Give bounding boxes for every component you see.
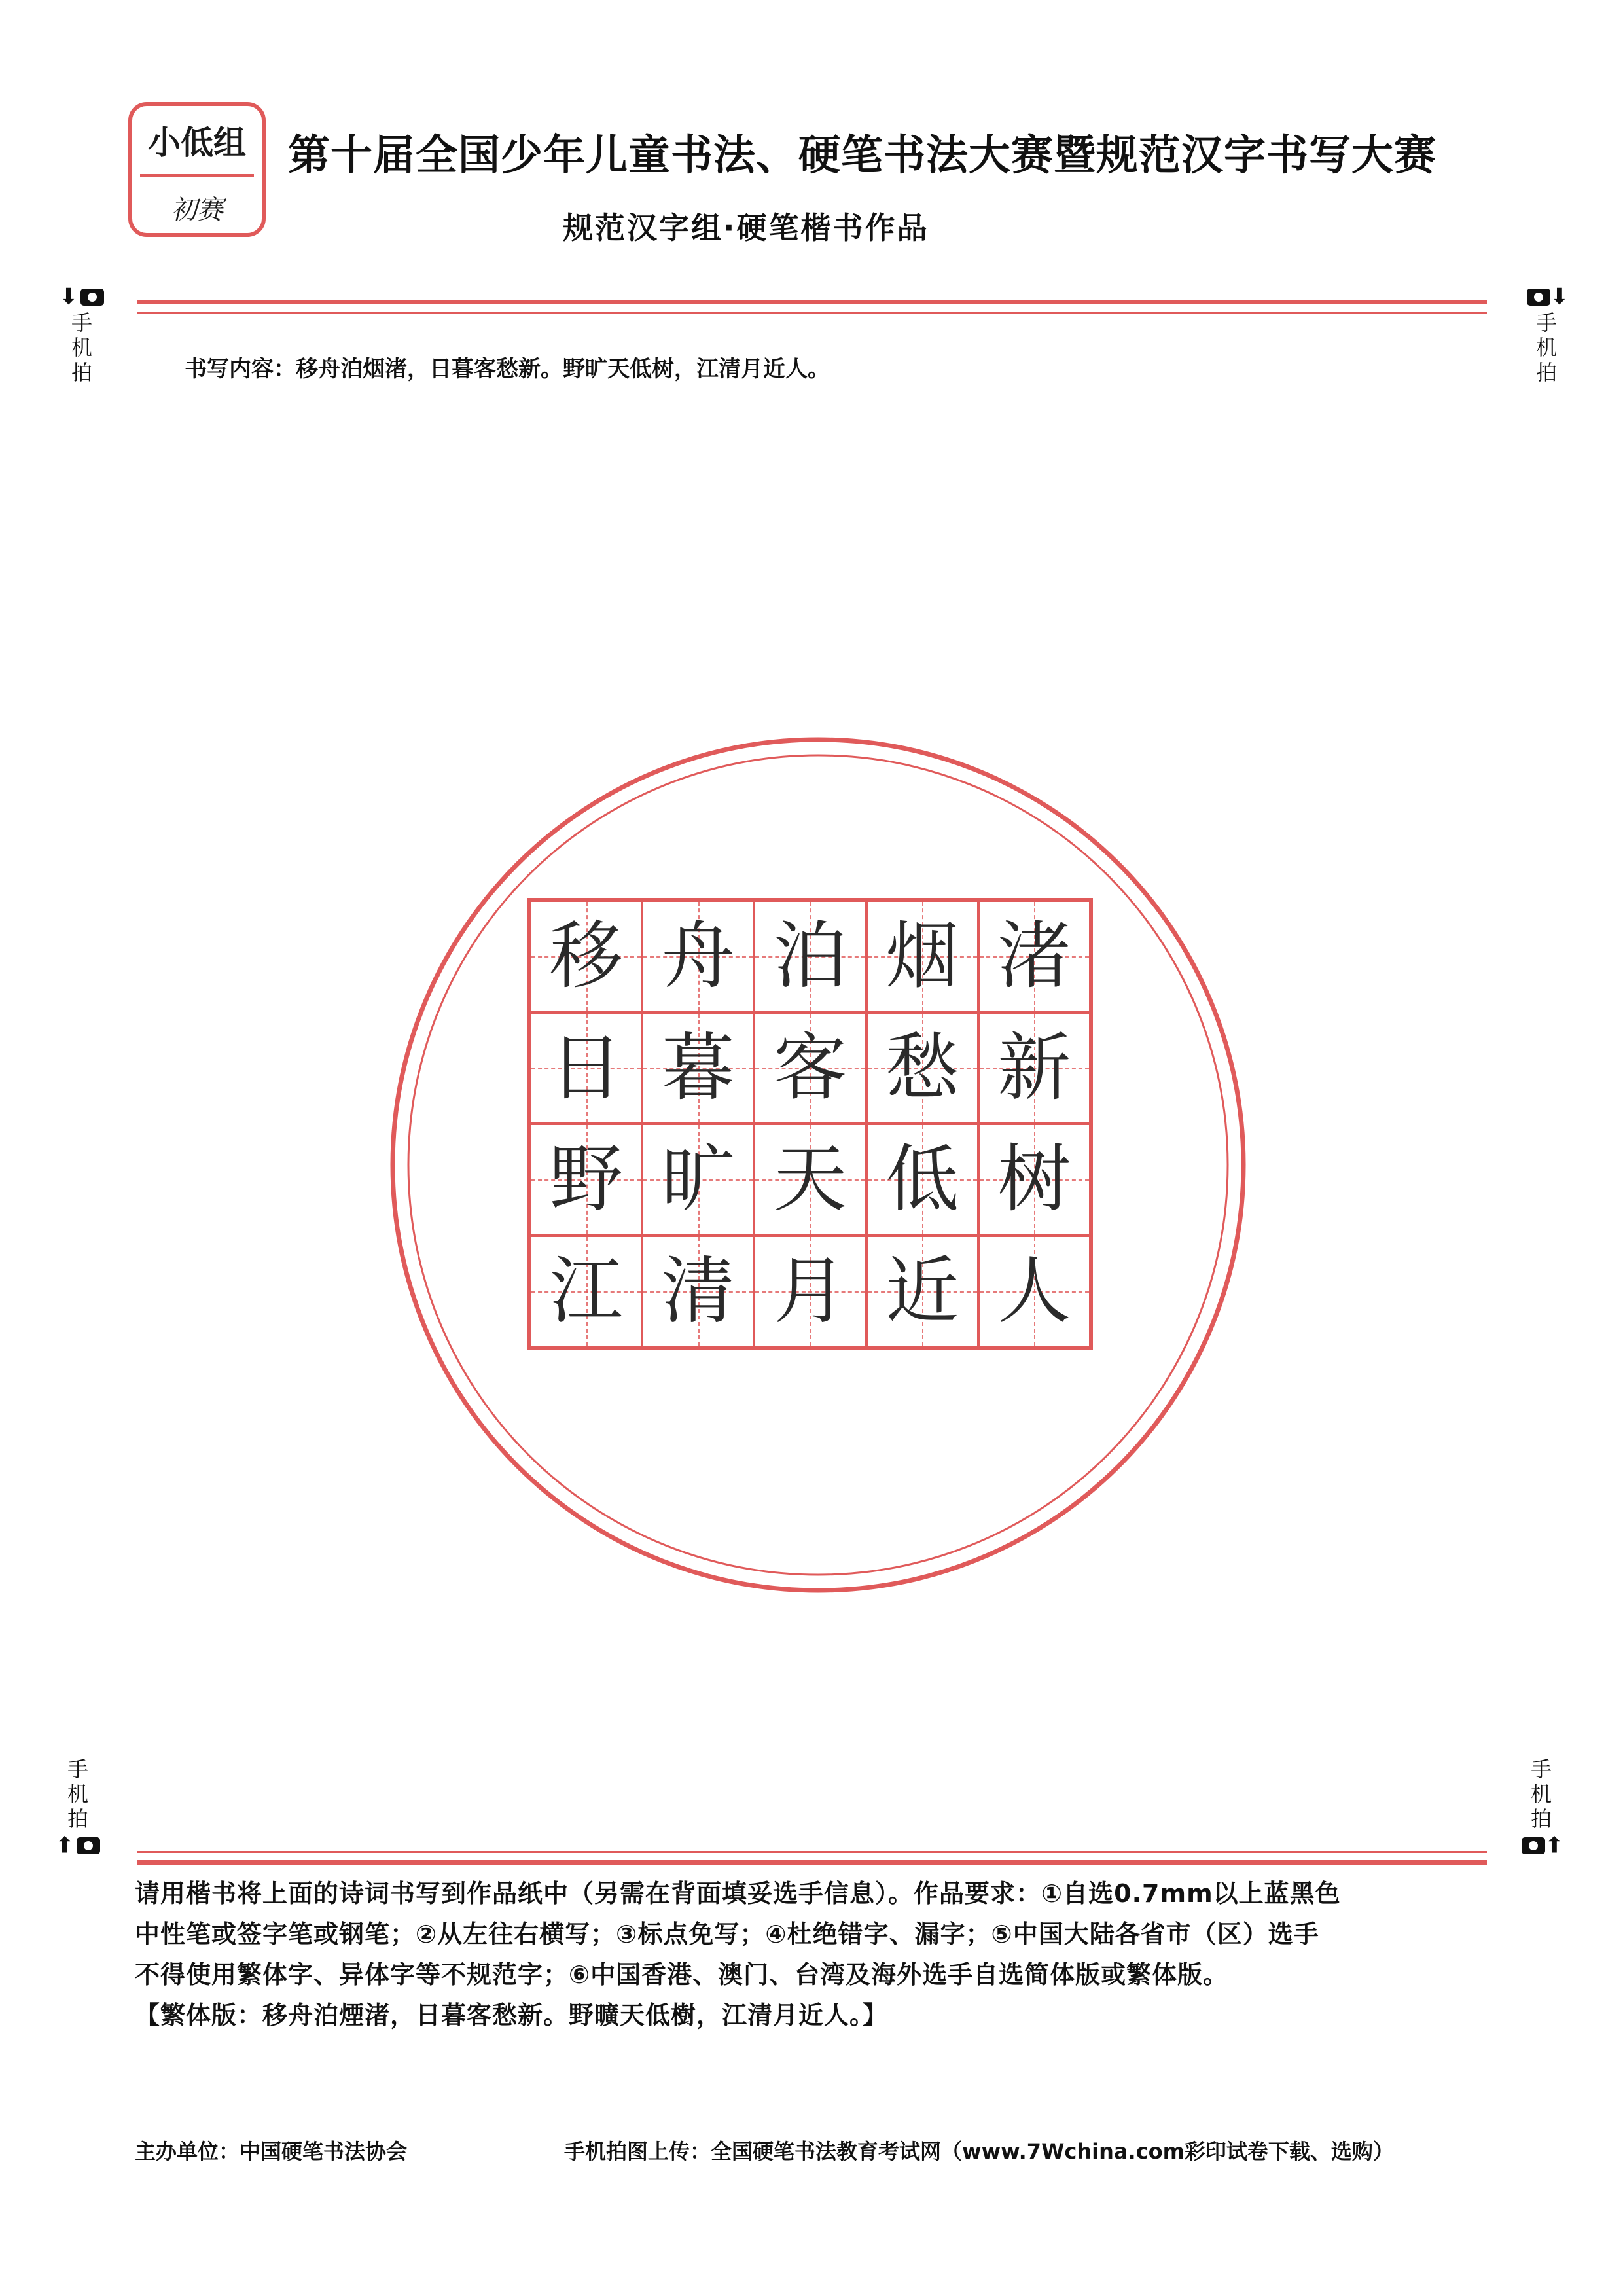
upload-text: 手机拍图上传：全国硬笔书法教育考试网（www.7Wchina.com彩印试卷下载、选购） (564, 2139, 1394, 2164)
grid-cell (754, 901, 866, 1013)
phone-marker-char: 手 (1530, 1757, 1552, 1782)
top-rule-thin (137, 312, 1487, 314)
grid-char: 烟 (885, 914, 959, 999)
grid-char: 近 (885, 1248, 959, 1334)
content-label: 书写内容： (185, 356, 296, 382)
page-subtitle: 规范汉字组·硬笔楷书作品 (563, 210, 929, 245)
grid-cell (530, 901, 642, 1013)
top-rule-thick (137, 300, 1487, 304)
camera-icon (80, 289, 104, 306)
camera-icon (77, 1837, 100, 1854)
grid-cell (642, 901, 754, 1013)
grid-char: 舟 (661, 914, 735, 999)
requirements-block (135, 1873, 1496, 2036)
grid-char: 低 (885, 1137, 959, 1223)
phone-marker-char: 手 (1535, 310, 1557, 335)
grid-cell (530, 1124, 642, 1236)
phone-marker-char: 拍 (1530, 1806, 1552, 1831)
page-title: 第十届全国少年儿童书法、硬笔书法大赛暨规范汉字书写大赛 (288, 131, 1436, 180)
grid-char: 客 (773, 1025, 847, 1111)
badge-divider (140, 174, 254, 177)
arrow-up-icon: ⬆ (55, 1832, 75, 1859)
phone-marker-char: 机 (1530, 1782, 1552, 1806)
arrow-up-icon: ⬆ (1544, 1832, 1564, 1859)
grid-cell (866, 901, 978, 1013)
phone-marker-char: 手 (71, 310, 92, 335)
traditional-version-line: 【繁体版：移舟泊煙渚，日暮客愁新。野曠天低樹，江清月近人。】 (135, 2001, 889, 2030)
grid-char: 渚 (997, 914, 1071, 999)
bottom-rule-thin (137, 1851, 1487, 1853)
grid-char: 日 (549, 1025, 623, 1111)
grid-char: 人 (997, 1248, 1071, 1334)
grid-char: 移 (549, 914, 623, 999)
phone-marker-top-right (1517, 283, 1576, 385)
grid-char: 愁 (885, 1025, 959, 1111)
phone-marker-char: 拍 (67, 1806, 88, 1831)
grid-cell (754, 1236, 866, 1348)
grid-cell (866, 1124, 978, 1236)
writing-grid (527, 898, 1093, 1350)
grid-char: 泊 (773, 914, 847, 999)
phone-marker-bottom-left (48, 1757, 107, 1859)
grid-cell (866, 1013, 978, 1124)
organizer-text: 主办单位：中国硬笔书法协会 (135, 2139, 408, 2164)
grid-cell (978, 1236, 1090, 1348)
requirements-line: 不得使用繁体字、异体字等不规范字；⑥中国香港、澳门、台湾及海外选手自选简体版或繁体版。 (135, 1960, 1229, 1989)
grid-cell (642, 1236, 754, 1348)
phone-marker-char: 拍 (71, 359, 92, 385)
grid-char: 天 (773, 1137, 847, 1223)
grid-cell (754, 1124, 866, 1236)
phone-marker-char: 机 (1535, 334, 1557, 360)
grid-char: 树 (997, 1137, 1071, 1223)
camera-icon (1527, 289, 1550, 306)
arrow-down-icon: ⬇ (59, 283, 79, 310)
phone-marker-char: 机 (67, 1782, 88, 1806)
grid-cell (642, 1124, 754, 1236)
phone-marker-char: 手 (67, 1757, 88, 1782)
grid-cell (978, 901, 1090, 1013)
grid-cell (530, 1013, 642, 1124)
grid-char: 野 (549, 1137, 623, 1223)
grid-char: 新 (997, 1025, 1071, 1111)
grid-cell (978, 1124, 1090, 1236)
round-label: 初赛 (171, 194, 223, 225)
group-label: 小低组 (148, 124, 246, 162)
camera-icon (1522, 1837, 1545, 1854)
phone-marker-top-left (52, 283, 111, 385)
grid-char: 清 (661, 1248, 735, 1334)
grid-char: 旷 (661, 1137, 735, 1223)
group-badge (128, 102, 266, 237)
phone-marker-bottom-right (1512, 1757, 1571, 1859)
arrow-down-icon: ⬇ (1550, 283, 1569, 310)
bottom-rule-thick (137, 1860, 1487, 1865)
grid-cell (754, 1013, 866, 1124)
grid-cell (530, 1236, 642, 1348)
grid-cell (866, 1236, 978, 1348)
content-text: 移舟泊烟渚，日暮客愁新。野旷天低树，江清月近人。 (296, 356, 830, 382)
grid-cell (978, 1013, 1090, 1124)
grid-char: 暮 (661, 1025, 735, 1111)
phone-marker-char: 机 (71, 334, 92, 360)
writing-content-line (185, 351, 1363, 384)
requirements-line: 中性笔或签字笔或钢笔；②从左往右横写；③标点免写；④杜绝错字、漏字；⑤中国大陆各省市（区）选手 (135, 1920, 1319, 1948)
grid-char: 江 (549, 1248, 623, 1334)
grid-char: 月 (773, 1248, 847, 1334)
grid-cell (642, 1013, 754, 1124)
phone-marker-char: 拍 (1535, 359, 1557, 385)
requirements-line: 请用楷书将上面的诗词书写到作品纸中（另需在背面填妥选手信息）。作品要求：①自选0.7mm以上蓝黑色 (135, 1879, 1341, 1908)
